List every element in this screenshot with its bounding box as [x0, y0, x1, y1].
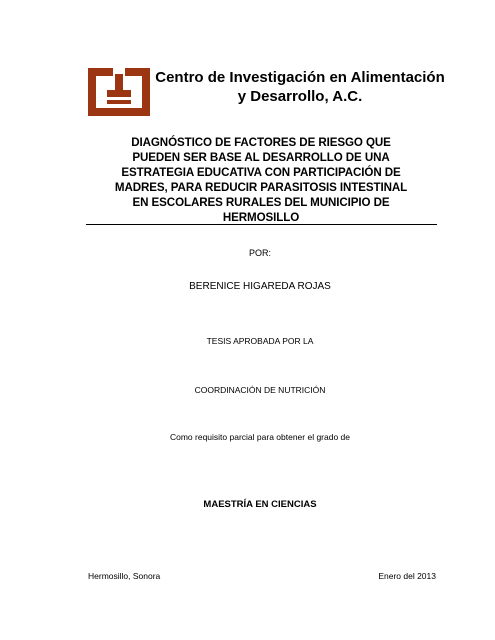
- thesis-title-line: HERMOSILLO: [222, 211, 300, 224]
- author-name: BERENICE HIGAREDA ROJAS: [189, 281, 331, 292]
- institution-name: [150, 68, 450, 106]
- by-label: POR:: [248, 248, 271, 258]
- footer-date: Enero del 2013: [378, 571, 436, 581]
- institution-line-2: y Desarrollo, A.C.: [237, 88, 363, 105]
- thesis-title-line: ESTRATEGIA EDUCATIVA CON PARTICIPACIÓN DE: [121, 166, 401, 179]
- approved-label: TESIS APROBADA POR LA: [206, 336, 314, 346]
- ciad-logo-icon: [88, 68, 150, 116]
- title-divider: [86, 224, 437, 225]
- thesis-title-line: PUEDEN SER BASE AL DESARROLLO DE UNA: [132, 151, 390, 164]
- thesis-title-line: EN ESCOLARES RURALES DEL MUNICIPIO DE: [132, 196, 390, 209]
- requirement-text: Como requisito parcial para obtener el grado de: [169, 432, 351, 442]
- thesis-title-line: MADRES, PARA REDUCIR PARASITOSIS INTESTINAL: [114, 181, 408, 194]
- thesis-title: [85, 135, 437, 225]
- institution-line-1: Centro de Investigación en Alimentación: [155, 69, 445, 86]
- coordination-name: COORDINACIÓN DE NUTRICIÓN: [194, 385, 326, 395]
- thesis-title-line: DIAGNÓSTICO DE FACTORES DE RIESGO QUE: [131, 136, 391, 149]
- degree-name: MAESTRÍA EN CIENCIAS: [203, 499, 317, 510]
- footer-place: Hermosillo, Sonora: [88, 571, 161, 581]
